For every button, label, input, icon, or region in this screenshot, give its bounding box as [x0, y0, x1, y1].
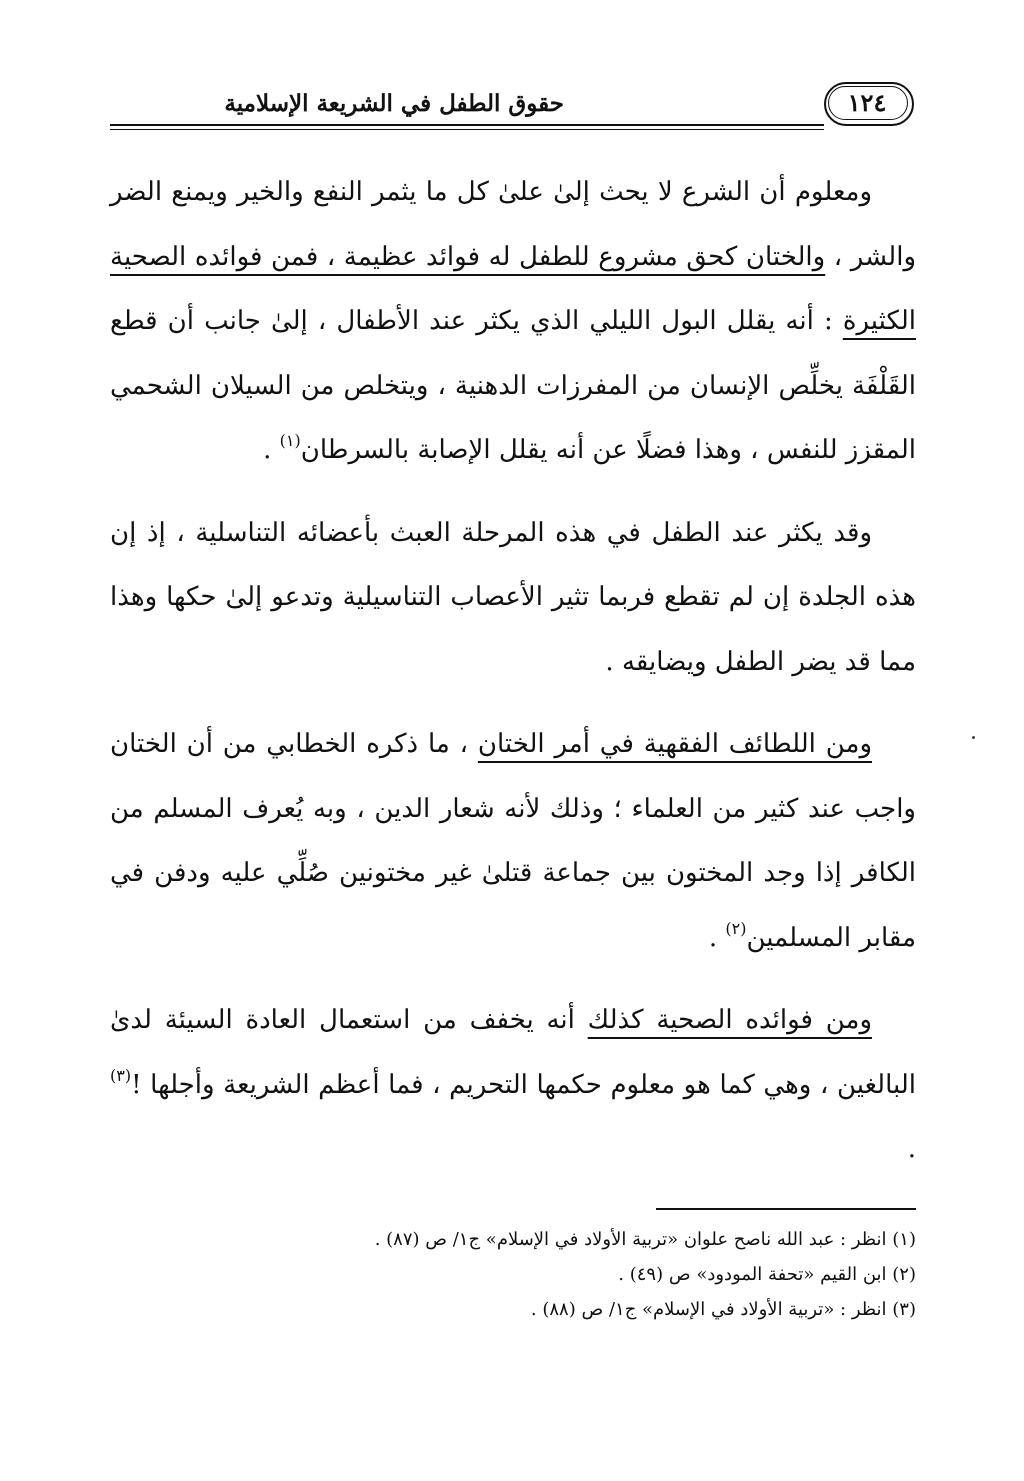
underlined-phrase: والختان كحق مشروع للطفل له فوائد عظيمة ، فمن فوائده الصحية الكثيرة: [110, 241, 916, 336]
paragraph-end: .: [263, 435, 272, 465]
main-text: [110, 160, 916, 1182]
page-number-badge: [824, 82, 916, 126]
paragraph: [110, 501, 916, 695]
page-number: ١٢٤: [847, 88, 887, 117]
paragraph-text: ومعلوم أن الشرع لا يحث إلىٰ علىٰ كل ما يثمر النفع والخير ويمنع الضر والشر ،: [110, 177, 917, 272]
footnote-separator: [656, 1208, 916, 1210]
paragraph-text: وقد يكثر عند الطفل في هذه المرحلة العبث بأعضائه التناسلية ، إذ إن هذه الجلدة إن لم تقطع فربما تثير الأعصاب التناسيلية وتدعو إلىٰ حكها وهذا مما قد يضر الطفل ويضايقه .: [110, 517, 916, 677]
scan-speck: [972, 736, 975, 739]
paragraph-end: .: [708, 922, 718, 953]
footnotes: [110, 1222, 916, 1327]
paragraph-text: ، ما ذكره الخطابي من أن الختان واجب عند كثير من العلماء ؛ وذلك لأنه شعار الدين ، وبه يُعرف المسلم من الكافر إذا وجد المختون بين جماعة قتلىٰ غير مختونين صُلِّي عليه ودفن في مقابر المسلمين: [110, 729, 916, 953]
paragraph: [110, 988, 916, 1182]
paragraph: [110, 160, 916, 483]
footnote-reference: (٣): [110, 1065, 132, 1085]
header-rule: [110, 124, 824, 126]
footnote: (٣) انظر : «تربية الأولاد في الإسلام» ج١/ ص (٨٨) .: [530, 1299, 916, 1320]
paragraph-end: .: [907, 1134, 916, 1164]
page-header: [110, 78, 916, 134]
paragraph-text: أنه يخفف من استعمال العادة السيئة لدىٰ البالغين ، وهي كما هو معلوم حكمها التحريم ، فما أعظم الشريعة وأجلها !: [110, 1005, 916, 1100]
footnote-reference: (١): [279, 431, 301, 450]
footnote-reference: (٢): [725, 918, 747, 938]
footnote: (١) انظر : عبد الله ناصح علوان «تربية الأولاد في الإسلام» ج١/ ص (٨٧) .: [374, 1229, 916, 1250]
paragraph-text: : أنه يقلل البول الليلي الذي يكثر عند الأطفال ، إلىٰ جانب أن قطع القَلْفَة يخلِّص الإنسان من المفرزات الدهنية ، ويتخلص من السيلان الشحمي المقزز للنفس ، وهذا فضلًا عن أنه يقلل الإصابة بالسرطان: [110, 306, 916, 465]
underlined-phrase: ومن فوائده الصحية كذلك: [587, 1005, 873, 1035]
paragraph: [110, 712, 916, 970]
running-title: حقوق الطفل في الشريعة الإسلامية: [224, 90, 564, 117]
header-rule-thin: [110, 129, 824, 130]
underlined-phrase: ومن اللطائف الفقهية في أمر الختان: [477, 729, 872, 759]
footnote: (٢) ابن القيم «تحفة المودود» ص (٤٩) .: [618, 1264, 916, 1285]
